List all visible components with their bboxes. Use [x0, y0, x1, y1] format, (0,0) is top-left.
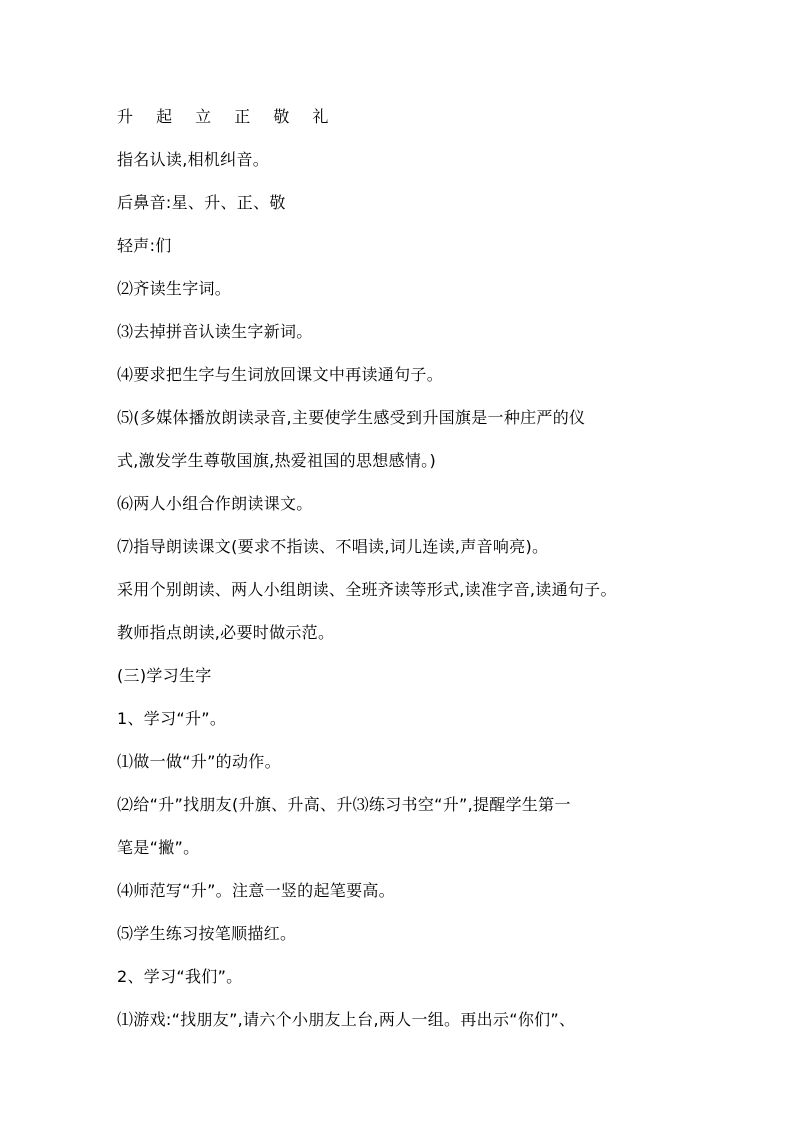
text-line: ⑷师范写“升”。注意一竖的起笔要高。 — [117, 881, 395, 900]
text-line: ⑺指导朗读课文(要求不指读、不唱读,词儿连读,声音响亮)。 — [117, 537, 549, 556]
text-line: ⑷要求把生字与生词放回课文中再读通句子。 — [117, 365, 444, 384]
text-line: 式,激发学生尊敬国旗,热爱祖国的思想感情。) — [117, 451, 437, 470]
text-line: 升 起 立 正 敬 礼 — [117, 107, 338, 126]
text-line: 轻声:们 — [117, 236, 172, 255]
text-line: ⑸学生练习按笔顺描红。 — [117, 924, 297, 943]
text-line: ⑵给“升”找朋友(升旗、升高、升⑶练习书空“升”,提醒学生第一 — [117, 795, 571, 814]
document-body — [117, 100, 677, 1046]
text-line: 后鼻音:星、升、正、敬 — [117, 193, 286, 212]
text-line: ⑵齐读生字词。 — [117, 279, 232, 298]
text-line: 2、学习“我们”。 — [117, 967, 243, 986]
text-line: 教师指点朗读,必要时做示范。 — [117, 623, 335, 642]
text-line: ⑹两人小组合作朗读课文。 — [117, 494, 313, 513]
text-line: ⑸(多媒体播放朗读录音,主要使学生感受到升国旗是一种庄严的仪 — [117, 408, 586, 427]
section-heading: (三)学习生字 — [117, 666, 212, 685]
text-line: 笔是“撇”。 — [117, 838, 200, 857]
text-line: ⑴做一做“升”的动作。 — [117, 752, 281, 771]
text-line: 采用个别朗读、两人小组朗读、全班齐读等形式,读准字音,读通句子。 — [117, 580, 617, 599]
text-line: ⑴游戏:“找朋友”,请六个小朋友上台,两人一组。再出示“你们”、 — [117, 1010, 576, 1029]
text-line: 指名认读,相机纠音。 — [117, 150, 270, 169]
text-line: 1、学习“升”。 — [117, 709, 227, 728]
text-line: ⑶去掉拼音认读生字新词。 — [117, 322, 313, 341]
